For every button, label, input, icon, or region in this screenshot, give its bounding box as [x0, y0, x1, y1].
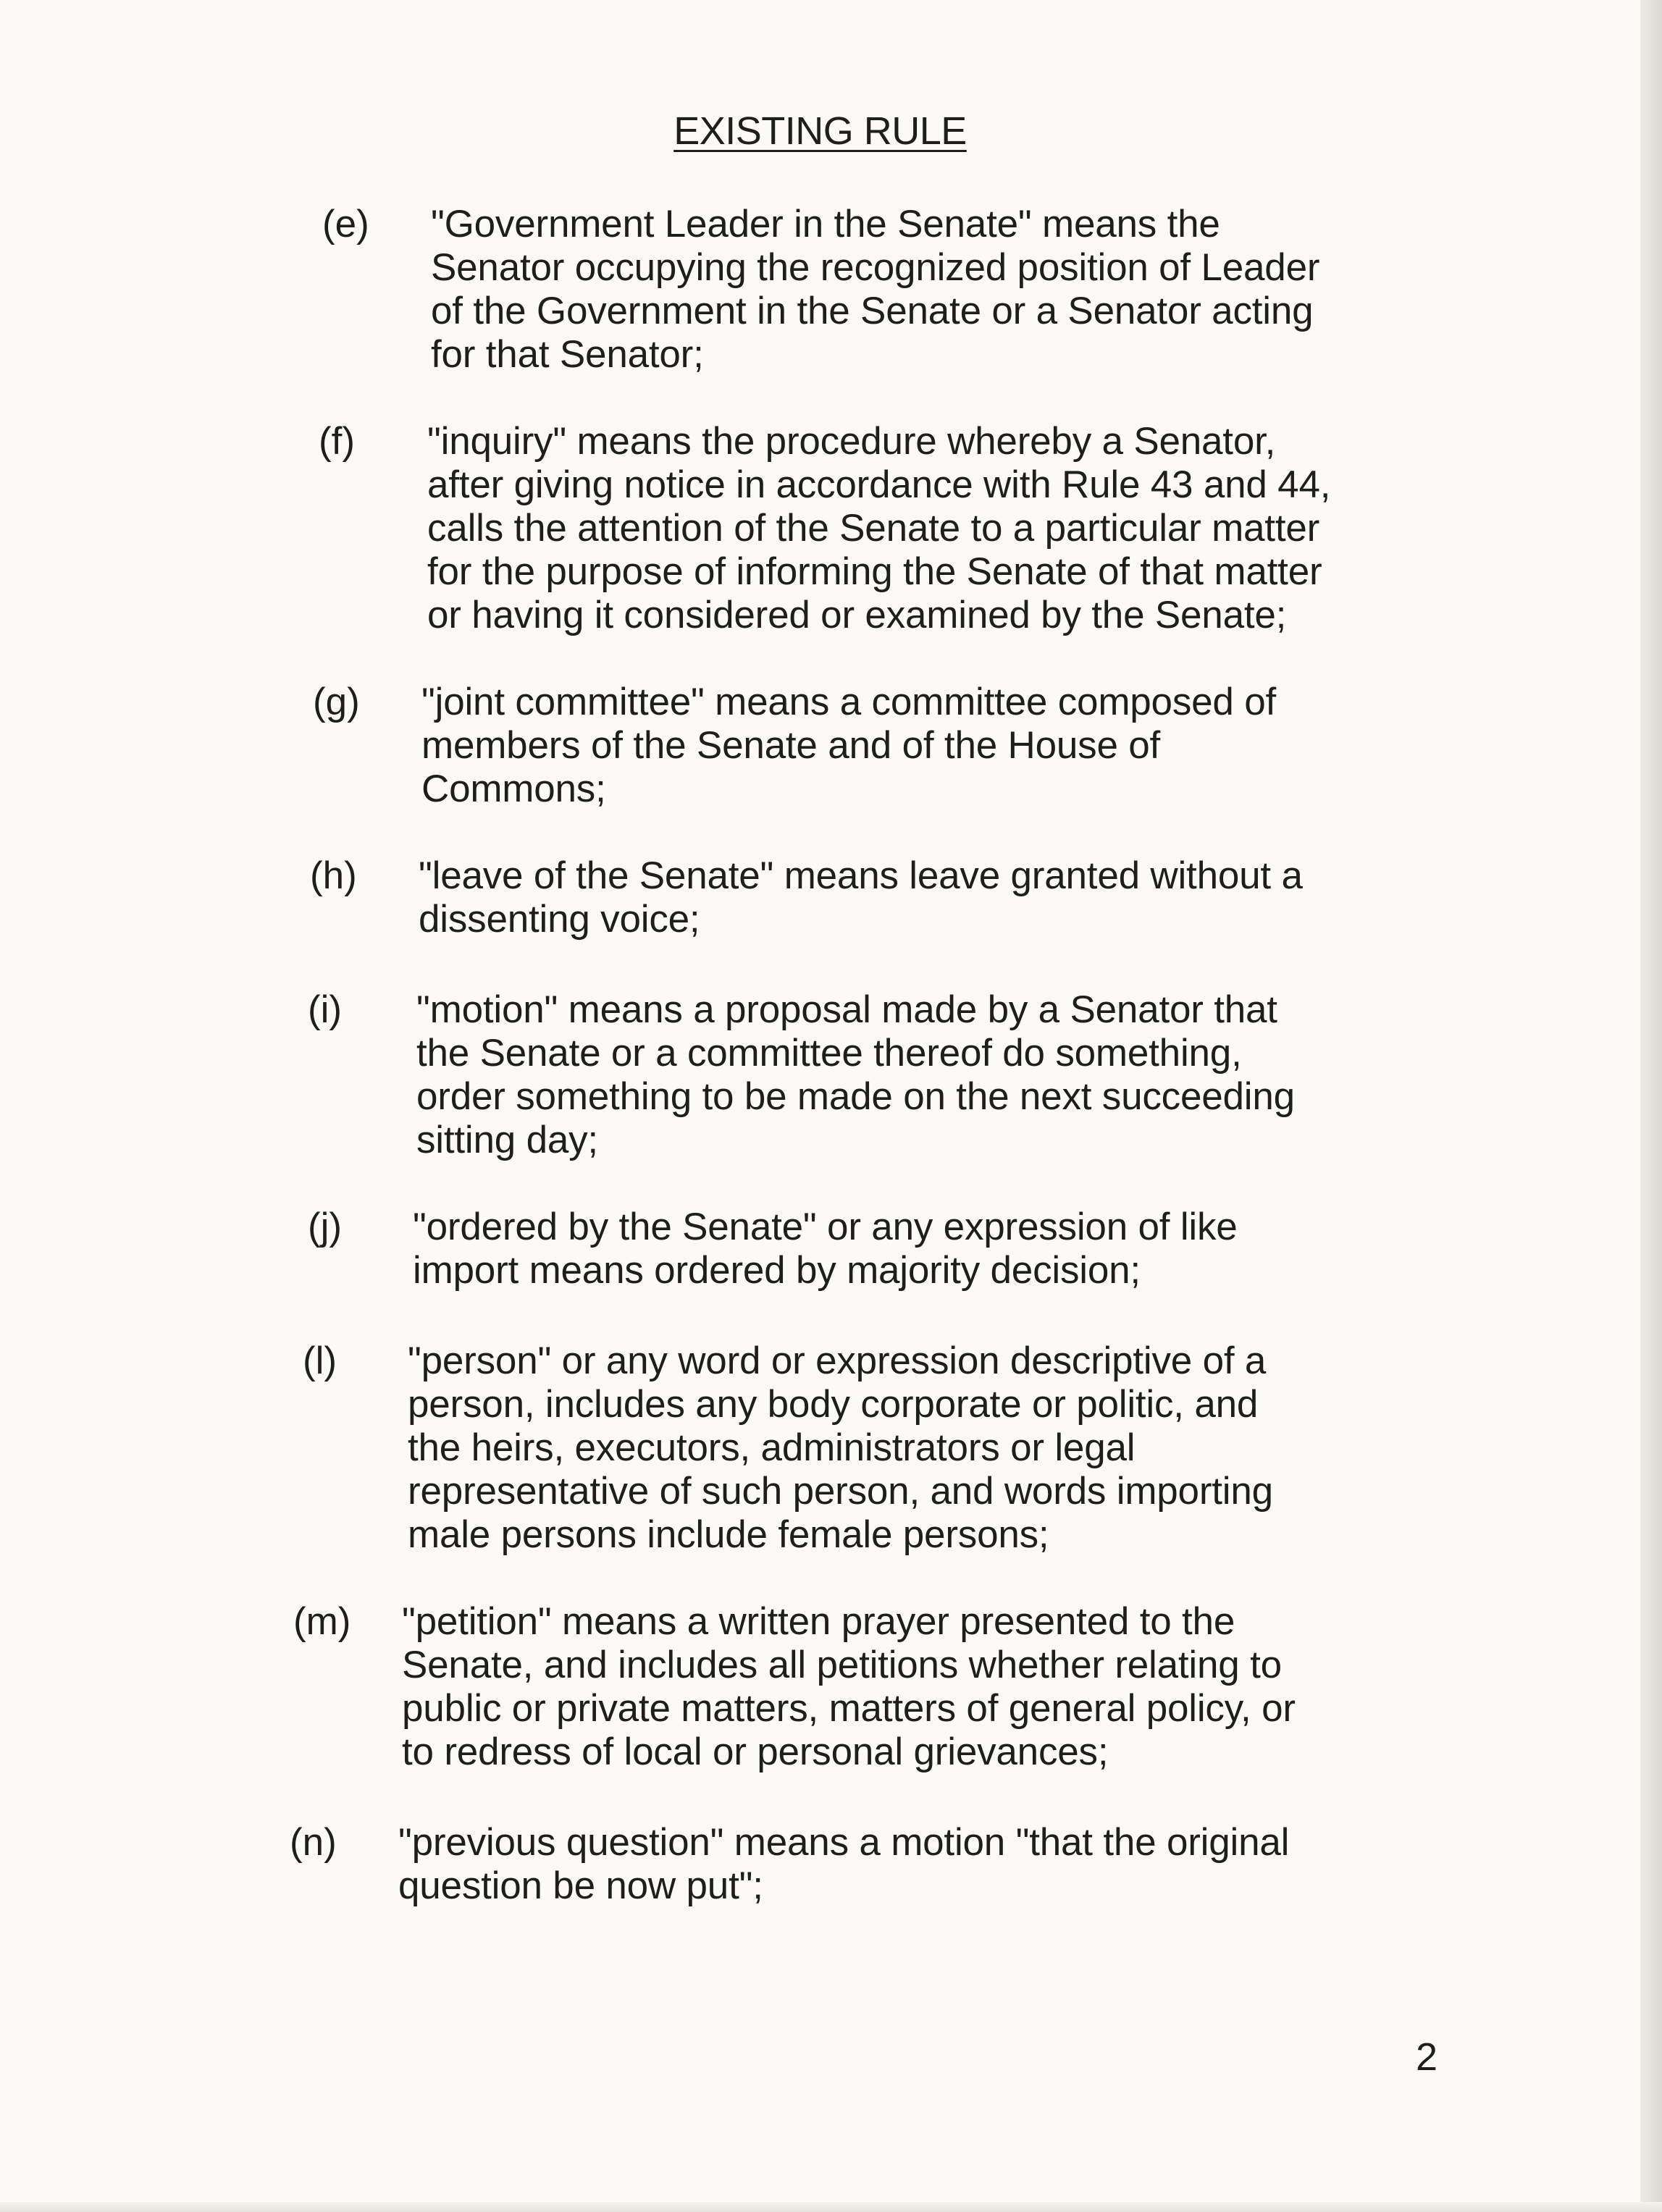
entry-text: "person" or any word or expression descriptive of a person, includes any body corporate or politic, and the heirs, executors, administrators or legal representative of such person, and words importing male persons include female persons; [408, 1340, 1273, 1556]
entry-label: (f) [319, 420, 356, 463]
entry-text: "petition" means a written prayer presented to the Senate, and includes all petitions whether relating to public or private matters, matters of general policy, or to redress of local or personal grievances; [402, 1600, 1296, 1773]
entry-label: (j) [308, 1206, 343, 1248]
entry-label: (n) [290, 1821, 337, 1864]
page-edge-shadow [1640, 0, 1662, 2212]
entry-text: "leave of the Senate" means leave granted without a dissenting voice; [419, 854, 1303, 941]
entry-text: "previous question" means a motion "that the original question be now put"; [398, 1821, 1290, 1907]
entry-label: (h) [310, 854, 357, 897]
entry-text: "ordered by the Senate" or any expression of like import means ordered by majority decision; [413, 1206, 1238, 1292]
entry-label: (m) [293, 1600, 351, 1643]
entry-label: (g) [313, 681, 360, 723]
entry-label: (i) [308, 988, 343, 1031]
page-bottom-edge [0, 2202, 1662, 2212]
page-title: EXISTING RULE [673, 109, 967, 153]
entry-text: "joint committee" means a committee composed of members of the Senate and of the House of Commons; [421, 681, 1276, 810]
entry-label: (e) [322, 203, 369, 245]
entry-text: "inquiry" means the procedure whereby a Senator, after giving notice in accordance with Rule 43 and 44, calls the attention of the Senate to a particular matter for the purpose of informing the Senate of that matter or having it considered or examined by the Senate; [427, 420, 1331, 636]
entry-label: (l) [303, 1340, 337, 1382]
entry-text: "Government Leader in the Senate" means the Senator occupying the recognized position of Leader of the Government in the Senate or a Senator acting for that Senator; [431, 203, 1320, 376]
page-number: 2 [1416, 2035, 1438, 2079]
entry-text: "motion" means a proposal made by a Senator that the Senate or a committee thereof do something, order something to be made on the next succeeding sitting day; [416, 988, 1295, 1161]
